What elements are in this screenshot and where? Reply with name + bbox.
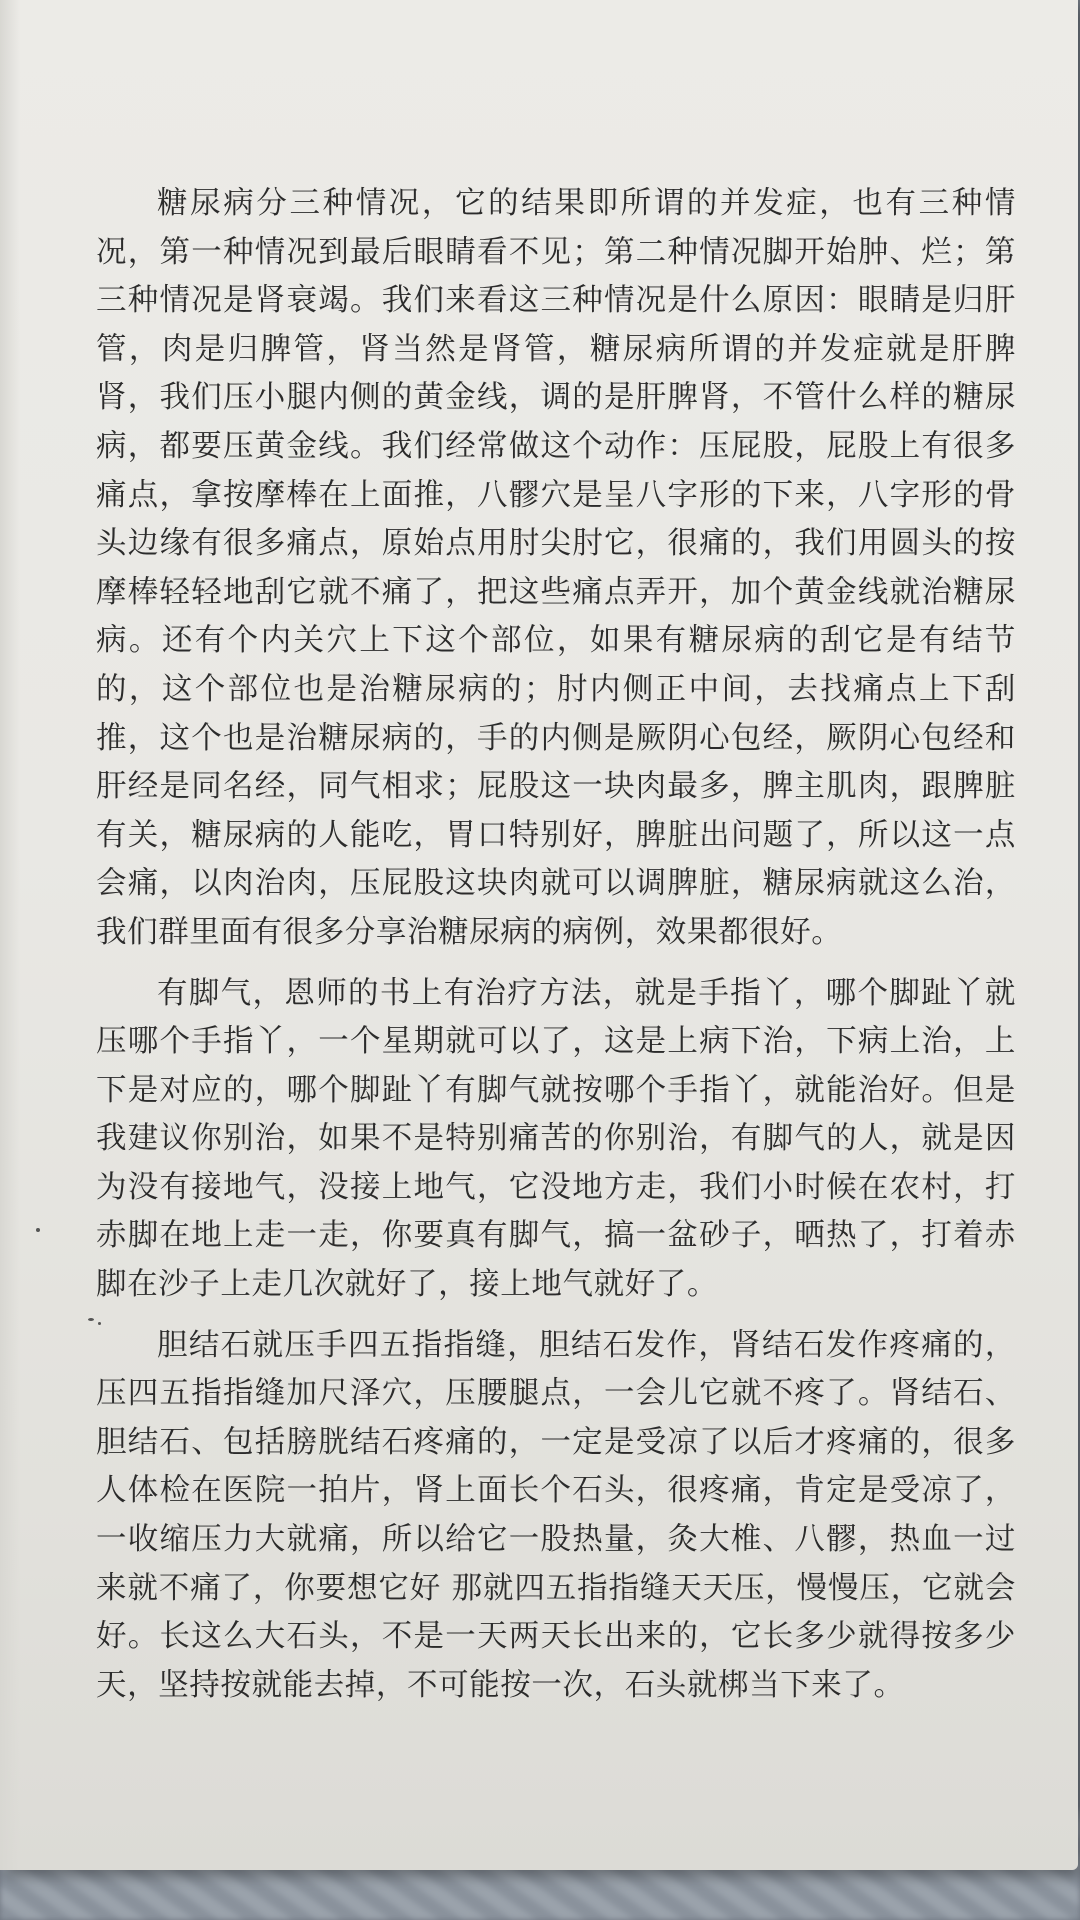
paragraph-gallstones: 胆结石就压手四五指指缝，胆结石发作，肾结石发作疼痛的，压四五指指缝加尺泽穴，压腰腿点，一会儿它就不疼了。肾结石、胆结石、包括膀胱结石疼痛的，一定是受凉了以后才疼痛的，很多人体检在医院一拍片，肾上面长个石头，很疼痛，肯定是受凉了，一收缩压力大就痛，所以给它一股热量，灸大椎、八髎，热血一过来就不痛了，你要想它好 那就四五指指缝天天压，慢慢压，它就会好。长这么大石头，不是一天两天长出来的，它长多少就得按多少天，坚持按就能去掉，不可能按一次，石头就梆当下来了。 — [96, 1327, 1016, 1703]
body-text — [96, 180, 1016, 1722]
page-gutter-shadow — [0, 0, 20, 1870]
paragraph-diabetes: 糖尿病分三种情况，它的结果即所谓的并发症，也有三种情况，第一种情况到最后眼睛看不见；第二种情况脚开始肿、烂；第三种情况是肾衰竭。我们来看这三种情况是什么原因：眼睛是归肝管，肉是归脾管，肾当然是肾管，糖尿病所谓的并发症就是肝脾肾，我们压小腿内侧的黄金线，调的是肝脾肾，不管什么样的糖尿病，都要压黄金线。我们经常做这个动作：压屁股，屁股上有很多痛点，拿按摩棒在上面推，八髎穴是呈八字形的下来，八字形的骨头边缘有很多痛点，原始点用肘尖肘它，很痛的，我们用圆头的按摩棒轻轻地刮它就不痛了，把这些痛点弄开，加个黄金线就治糖尿病。还有个内关穴上下这个部位，如果有糖尿病的刮它是有结节的，这个部位也是治糖尿病的；肘内侧正中间，去找痛点上下刮推，这个也是治糖尿病的，手的内侧是厥阴心包经，厥阴心包经和肝经是同名经，同气相求；屁股这一块肉最多，脾主肌肉，跟脾脏有关，糖尿病的人能吃，胃口特别好，脾脏出问题了，所以这一点会痛，以肉治肉，压屁股这块肉就可以调脾脏，糖尿病就这么治，我们群里面有很多分享治糖尿病的病例，效果都很好。 — [96, 186, 1016, 950]
paragraph-athletes-foot: 有脚气，恩师的书上有治疗方法，就是手指丫，哪个脚趾丫就压哪个手指丫，一个星期就可以了，这是上病下治，下病上治，上下是对应的，哪个脚趾丫有脚气就按哪个手指丫，就能治好。但是我建议你别治，如果不是特别痛苦的你别治，有脚气的人，就是因为没有接地气，没接上地气，它没地方走，我们小时候在农村，打赤脚在地上走一走，你要真有脚气，搞一盆砂子，晒热了，打着赤脚在沙子上走几次就好了，接上地气就好了。 — [96, 975, 1016, 1303]
ink-speck — [98, 1322, 101, 1325]
ink-speck — [88, 1318, 94, 1321]
ink-speck — [36, 1228, 40, 1232]
